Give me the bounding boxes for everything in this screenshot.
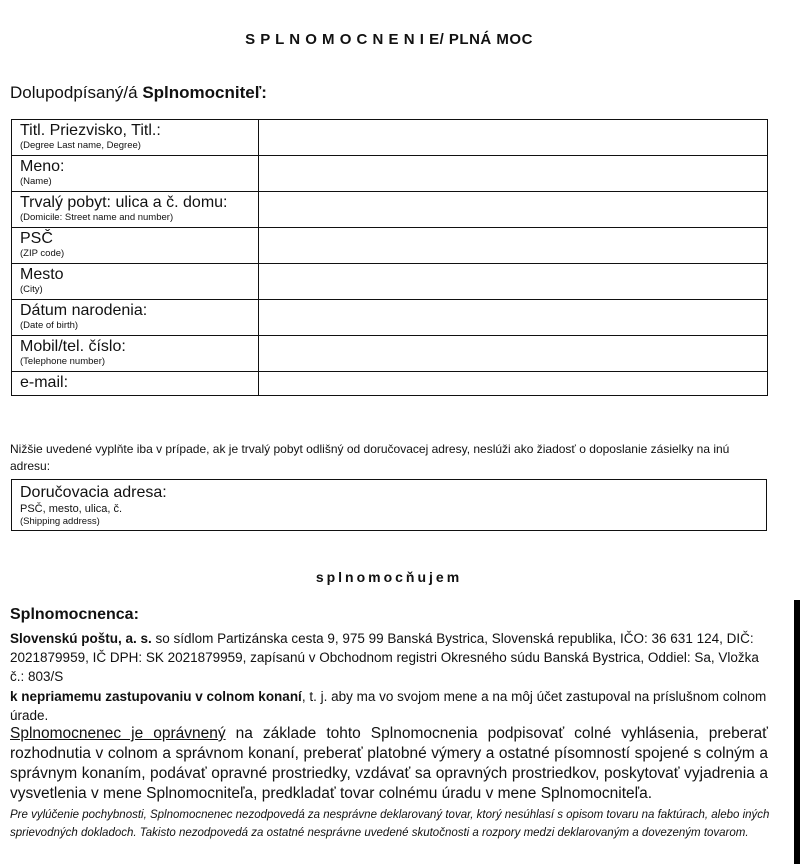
agent-heading: Splnomocnenca: — [10, 606, 139, 623]
scope-bold: k nepriamemu zastupovaniu v colnom konaní — [10, 689, 302, 704]
birthdate-field[interactable] — [259, 300, 768, 336]
intro-prefix: Dolupodpísaný/á — [10, 83, 143, 102]
form-row-domicile — [12, 192, 768, 228]
form-label-cell — [12, 336, 259, 372]
agent-paragraph — [10, 629, 768, 686]
form-sublabel: (Telephone number) — [20, 356, 106, 367]
agent-details: so sídlom Partizánska cesta 9, 975 99 Banská Bystrica, Slovenská republika, IČO: 36 631 124, DIČ: 2021879959, IČ DPH: SK 2021879959, zapísanú v Obchodnom registri Okresného súdu Banská Bystrica, Oddiel: Sa, Vložka č.: 803/S — [10, 631, 759, 684]
form-label: Titl. Priezvisko, Titl.: — [20, 122, 161, 139]
form-label: Dátum narodenia: — [20, 302, 148, 319]
section-subtitle: splnomocňujem — [315, 569, 463, 585]
domicile-field[interactable] — [259, 192, 768, 228]
form-row-email — [12, 372, 768, 396]
city-field[interactable] — [259, 264, 768, 300]
form-label: e-mail: — [20, 374, 69, 391]
form-label-cell — [12, 372, 259, 396]
form-row-phone — [12, 336, 768, 372]
email-field[interactable] — [259, 372, 768, 396]
window-edge-bar — [794, 600, 800, 864]
agent-name: Slovenskú poštu, a. s. — [10, 631, 152, 646]
principal-form-table — [11, 119, 768, 396]
intro-line — [10, 83, 267, 103]
form-label-cell — [12, 264, 259, 300]
disclaimer-paragraph: Pre vylúčenie pochybnosti, Splnomocnenec nezodpovedá za nesprávne deklarovaný tovar, ktorý nesúhlasí s opisom tovaru na faktúrach, alebo iných sprievodných dokladoch. Takisto nezodpovedá za ostatné nesprávne uvedené skutočnosti a rozpory medzi deklarovaným a dovezeným tovarom. — [10, 809, 770, 839]
form-label-cell — [12, 156, 259, 192]
form-sublabel: (Name) — [20, 176, 52, 187]
shipping-label: Doručovacia adresa: — [20, 484, 167, 501]
shipping-sublabel: (Shipping address) — [20, 516, 100, 527]
rights-rest: na základe tohto Splnomocnenia podpisovať colné vyhlásenia, preberať rozhodnutia v colnom a správnom konaní, preberať platobné výmery a ostatné písomností spojené s colným a správnym konaním, podávať opravné prostriedky, vzdávať sa opravných prostriedkov, poskytovať vyjadrenia a vysvetlenia v mene Splnomocniteľa, predkladať tovar colnému úradu v mene Splnomocniteľa. — [10, 725, 768, 802]
form-row-zip — [12, 228, 768, 264]
form-sublabel: (Degree Last name, Degree) — [20, 140, 141, 151]
shipping-address-field[interactable] — [11, 479, 767, 531]
form-label-cell — [12, 300, 259, 336]
form-label-cell — [12, 228, 259, 264]
form-label: Meno: — [20, 158, 65, 175]
shipping-midlabel: PSČ, mesto, ulica, č. — [20, 503, 123, 515]
scope-rest: , t. j. aby ma vo svojom mene a na môj účet zastupoval na príslušnom colnom úrade. — [10, 689, 767, 723]
form-label-cell — [12, 120, 259, 156]
form-row-birthdate — [12, 300, 768, 336]
zip-field[interactable] — [259, 228, 768, 264]
form-row-city — [12, 264, 768, 300]
form-label: PSČ — [20, 230, 53, 247]
phone-field[interactable] — [259, 336, 768, 372]
form-sublabel: (City) — [20, 284, 43, 295]
form-sublabel: (Date of birth) — [20, 320, 79, 331]
last-name-field[interactable] — [259, 120, 768, 156]
form-label: Trvalý pobyt: ulica a č. domu: — [20, 194, 228, 211]
form-label-cell — [12, 192, 259, 228]
first-name-field[interactable] — [259, 156, 768, 192]
scope-paragraph — [10, 687, 768, 725]
form-row-first-name — [12, 156, 768, 192]
intro-bold: Splnomocniteľ: — [142, 83, 267, 102]
rights-underlined: Splnomocnenec je oprávnený — [10, 725, 226, 742]
shipping-note: Nižšie uvedené vyplňte iba v prípade, ak je trvalý pobyt odlišný od doručovacej adresy, neslúži ako žiadosť o doposlanie zásielky na inú adresu: — [10, 442, 730, 473]
form-label: Mesto — [20, 266, 64, 283]
document-title: S P L N O M O C N E N I E/ PLNÁ MOC — [245, 31, 533, 48]
form-row-name-degree — [12, 120, 768, 156]
form-sublabel: (Domicile: Street name and number) — [20, 212, 174, 223]
form-label: Mobil/tel. číslo: — [20, 338, 126, 355]
form-sublabel: (ZIP code) — [20, 248, 65, 259]
rights-paragraph — [10, 724, 768, 804]
